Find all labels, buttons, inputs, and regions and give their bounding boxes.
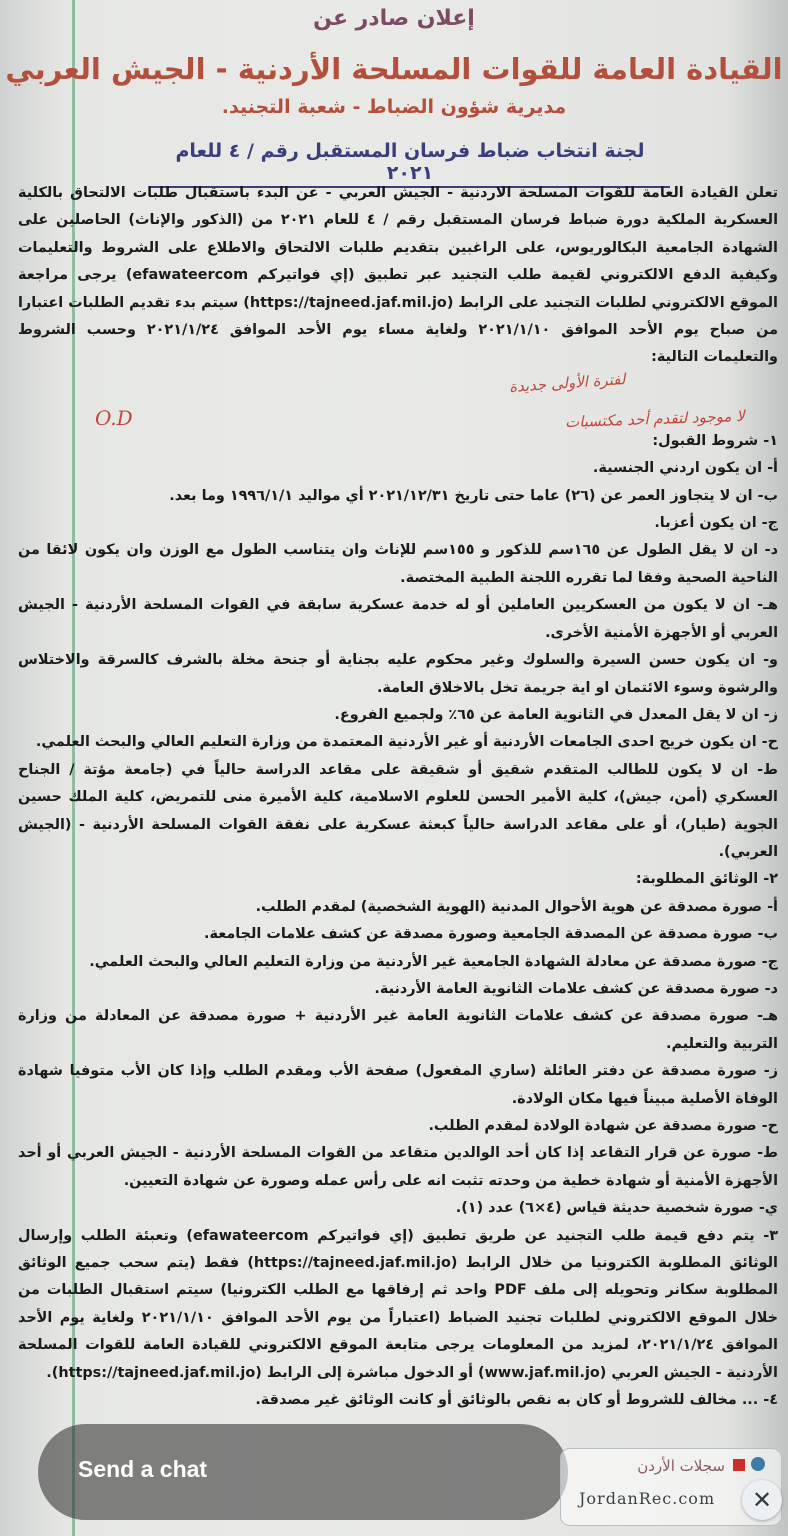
flag-icon (733, 1459, 745, 1471)
condition-item: ط- ان لا يكون للطالب المتقدم شقيق أو شقيقة على مقاعد الدراسة حالياً في (جامعة مؤتة / الجناح العسكري (أمن، جيش)، كلية الأمير الحسن للعلوم الاسلامية، كلية الأميرة منى للتمريض، كلية الملك حسين الجوية (طيار)، أو على مقاعد الدراسة حالياً كبعثة عسكرية على نفقة القوات المسلحة الأردنية - (الجيش العربي). (18, 761, 778, 860)
document-item: ط- صورة عن قرار التقاعد إذا كان أحد الوالدين متقاعد من القوات المسلحة الأردنية - الجيش العربي أو أحد الأجهزة الأمنية أو شهادة خطية من وحدته تثبت انه على رأس عمله وصورة عن شهادة التعيين. (18, 1145, 778, 1189)
handwritten-line: لا موجود لتقدم أحد مكتسبات (565, 406, 746, 432)
condition-item: هـ- ان لا يكون من العسكريين العاملين أو له خدمة عسكرية سابقة في القوات المسلحة الأردنية - الجيش العربي أو الأجهزة الأمنية الأخرى. (18, 597, 778, 641)
badge-title: سجلات الأردن (637, 1457, 725, 1475)
condition-item: أ- ان يكون اردني الجنسية. (592, 460, 778, 477)
document-item: ز- صورة مصدقة عن دفتر العائلة (ساري المفعول) صفحة الأب ومقدم الطلب وإذا كان الأب متوفيا شهادة الوفاة الأصلية مبيناً فيها مكان الولادة. (18, 1063, 778, 1107)
condition-item: ز- ان لا يقل المعدل في الثانوية العامة عن ٦٥٪ ولجميع الفروع. (334, 706, 778, 723)
document-item: هـ- صورة مصدقة عن كشف علامات الثانوية العامة غير الأردنية + صورة مصدقة عن المعادلة من وزارة التربية والتعليم. (18, 1008, 778, 1052)
site-logo-icon (751, 1457, 765, 1471)
section-heading: ٢- الوثائق المطلوبة: (635, 871, 778, 888)
condition-item: ح- ان يكون خريج احدى الجامعات الأردنية أو غير الأردنية المعتمدة من وزارة التعليم العالي والبحث العلمي. (35, 734, 778, 751)
document-item: أ- صورة مصدقة عن هوية الأحوال المدنية (الهوية الشخصية) لمقدم الطلب. (255, 898, 778, 915)
directorate-line: مديرية شؤون الضباط - شعبة التجنيد. (221, 96, 567, 118)
intro-paragraph: تعلن القيادة العامة للقوات المسلحة الاردنية - الجيش العربي - عن البدء باستقبال طلبات الالتحاق بالكلية العسكرية الملكية دورة ضباط فرسان المستقبل رقم / ٤ للعام ٢٠٢١ من (الذكور والإناث) الحاصلين على الشهادة الجامعية البكالوريوس، على الراغبين بتقديم طلبات الالتحاق والاطلاع على الشروط والتعليمات وكيفية الدفع الالكتروني لقيمة طلب التجنيد عبر تطبيق (إي فواتيركم efawateercom) يرجى مراجعة الموقع الالكتروني لطلبات التجنيد على الرابط (https://tajneed.jaf.mil.jo) سيتم بدء تقديم الطلبات اعتبارا من صباح يوم الأحد الموافق ٢٠٢١/١/١٠ ولغاية مساء يوم الأحد الموافق ٢٠٢١/١/٢٤ وحسب الشروط والتعليمات التالية: (18, 185, 779, 366)
document-item: ج- صورة مصدقة عن معادلة الشهادة الجامعية غير الأردنية من وزارة التعليم العالي والبحث العلمي. (89, 953, 778, 970)
issued-by-line: إعلان صادر عن (313, 6, 475, 31)
close-icon[interactable]: ✕ (742, 1480, 782, 1520)
condition-item: د- ان لا يقل الطول عن ١٦٥سم للذكور و ١٥٥سم للإناث وان يتناسب الطول مع الوزن وان يكون لائقا من الناحية الصحية وفقا لما تقرره اللجنة الطبية المختصة. (18, 542, 778, 586)
condition-item: ب- ان لا يتجاوز العمر عن (٢٦) عاما حتى تاريخ ٢٠٢١/١٢/٣١ أي مواليد ١٩٩٦/١/١ وما بعد. (169, 487, 778, 504)
document-item: د- صورة مصدقة عن كشف علامات الثانوية العامة الأردنية. (374, 980, 778, 997)
final-paragraph: ٤- ... مخالف للشروط أو كان به نقص بالوثائق أو كانت الوثائق غير مصدقة. (255, 1392, 778, 1409)
handwritten-mark: O.D (95, 406, 133, 430)
committee-title: لجنة انتخاب ضباط فرسان المستقبل رقم / ٤ للعام ٢٠٢١ (150, 140, 670, 188)
section-heading: ١- شروط القبول: (652, 432, 778, 449)
send-chat-bar[interactable] (38, 1424, 568, 1520)
command-title: القيادة العامة للقوات المسلحة الأردنية - الجيش العربي (5, 52, 783, 86)
payment-paragraph: ٣- يتم دفع قيمة طلب التجنيد عن طريق تطبيق (إي فواتيركم efawateercom) وتعبئة الطلب وإرسال الوثائق المطلوبة الكترونيا من خلال الرابط (https://tajneed.jaf.mil.jo) فقط (يتم سحب جميع الوثائق المطلوبة سكانر وتحويله إلى ملف PDF واحد ثم إرفاقها مع الطلب الكترونيا) سيتم استقبال الطلبات من خلال الموقع الالكتروني لطلبات تجنيد الضباط (اعتباراً من يوم الأحد الموافق ٢٠٢١/١/١٠ ولغاية يوم الأحد الموافق ٢٠٢١/١/٢٤، لمزيد من المعلومات يرجى متابعة الموقع الالكتروني للقيادة العامة للقوات المسلحة الأردنية - الجيش العربي (www.jaf.mil.jo) أو الدخول مباشرة إلى الرابط (https://tajneed.jaf.mil.jo). (18, 1227, 778, 1381)
condition-item: ج- ان يكون أعزبا. (654, 515, 778, 532)
condition-item: و- ان يكون حسن السيرة والسلوك وغير محكوم عليه بجناية أو جنحة مخلة بالشرف كالسرقة والاختلاس والرشوة وسوء الائتمان او اية جريمة تخل بالاخلاق العامة. (18, 652, 778, 696)
document-item: ب- صورة مصدقة عن المصدقة الجامعية وصورة مصدقة عن كشف علامات الجامعة. (204, 926, 778, 943)
handwritten-line: لفترة الأولى جديدة (508, 369, 626, 397)
handwritten-note (95, 366, 775, 436)
document-item: ح- صورة مصدقة عن شهادة الولادة لمقدم الطلب. (428, 1118, 778, 1134)
badge-site: JordanRec.com (579, 1489, 716, 1508)
document-item: ي- صورة شخصية حديثة قياس (٤×٦) عدد (١). (455, 1200, 778, 1217)
send-chat-label: Send a chat (78, 1456, 208, 1482)
